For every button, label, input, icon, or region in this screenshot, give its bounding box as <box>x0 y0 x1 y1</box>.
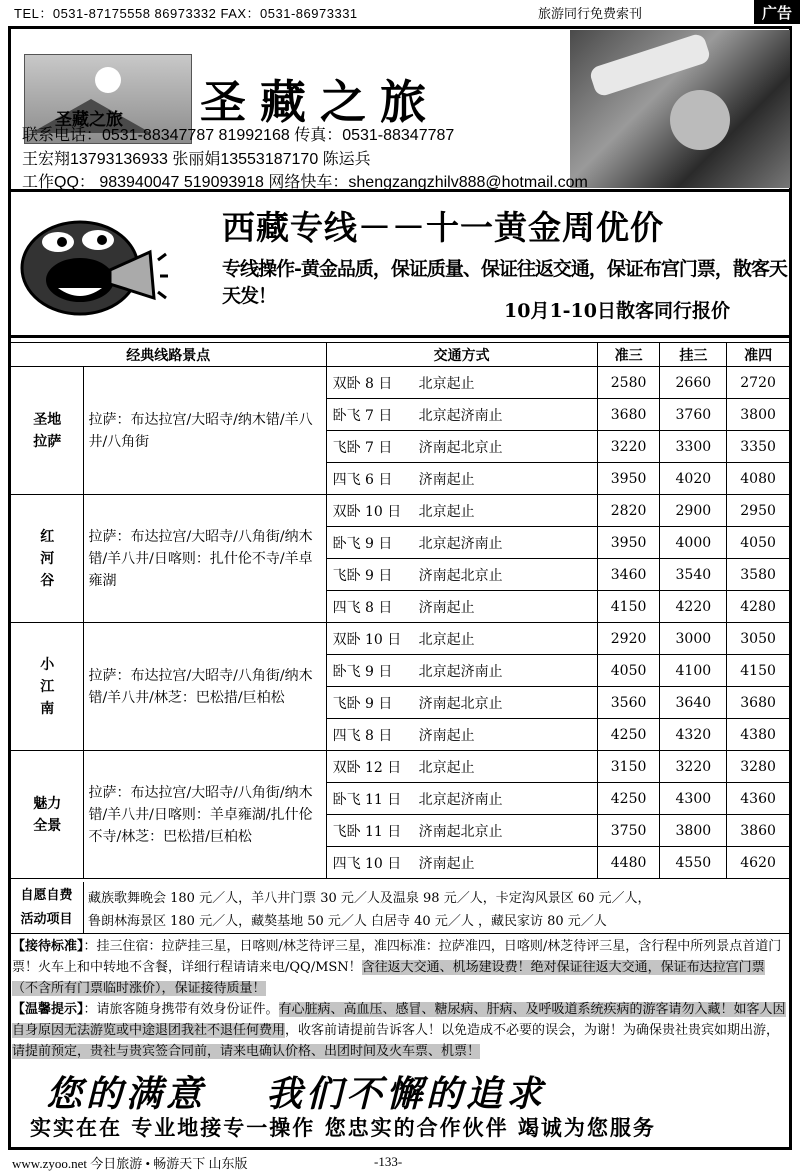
transport-route: 北京起济南止 <box>418 407 503 424</box>
price-zhun4: 4360 <box>727 783 790 815</box>
price-zhun3: 4050 <box>597 655 660 687</box>
standard-text-1: ：挂三住宿：拉萨挂三星，日喀则/林芝待评三星，准四标准：拉萨准四，日喀则/林芝待评三星，含行程中所列景点首道门票！火车上和中转地不含餐，详细行程请请来电/QQ/MSN！ <box>12 939 782 975</box>
standard-note <box>12 936 788 999</box>
optional-activities <box>10 882 790 934</box>
optional-activities-line2: 鲁朗林海景区 180 元／人，藏獒基地 50 元／人 白居寺 40 元／人 ，藏民家访 80 元／人 <box>88 914 607 929</box>
transport-mode: 双卧 10 日 <box>332 631 402 648</box>
price-zhun3: 4480 <box>597 847 660 879</box>
price-zhun3: 3460 <box>597 559 660 591</box>
tibetan-girl-photo <box>570 30 790 188</box>
promo-slogan: 专线操作-黄金品质，保证质量、保证往返交通，保证布宫门票，散客天天发！ <box>222 258 787 307</box>
price-zhun3: 3950 <box>597 527 660 559</box>
transport-mode: 四飞 8 日 <box>332 727 393 744</box>
price-zhun4: 3050 <box>727 623 790 655</box>
transport-cell <box>326 719 597 751</box>
price-zhun3: 3750 <box>597 815 660 847</box>
transport-mode: 飞卧 9 日 <box>332 695 393 712</box>
shouting-face-icon <box>18 208 168 318</box>
tip-text-3: ，收客前请提前告诉客人！以免造成不必要的误会，为谢！为确保贵社贵宾如期出游， <box>285 1023 780 1038</box>
transport-cell <box>326 367 597 399</box>
promo-date: 10月1-10日散客同行报价 <box>504 300 730 322</box>
table-header-row <box>11 343 790 367</box>
free-index-label: 旅游同行免费索刊 <box>538 6 643 22</box>
transport-route: 北京起止 <box>418 375 475 392</box>
price-zhun4: 3800 <box>727 399 790 431</box>
price-gua3: 3300 <box>660 431 727 463</box>
price-zhun3: 3560 <box>597 687 660 719</box>
transport-cell <box>326 399 597 431</box>
route-spots: 拉萨：布达拉宫/大昭寺/八角街/纳木错/羊八井/日喀则：羊卓雍湖/扎什伦不寺/林芝：巴松措/巨柏松 <box>84 751 326 879</box>
col-header-transport: 交通方式 <box>326 343 597 367</box>
route-spots: 拉萨：布达拉宫/大昭寺/纳木错/羊八井/八角街 <box>84 367 326 495</box>
price-gua3: 3540 <box>660 559 727 591</box>
price-zhun3: 2820 <box>597 495 660 527</box>
sub-slogan: 实实在在 专业地接专一操作 您忠实的合作伙伴 竭诚为您服务 <box>30 1115 656 1140</box>
scarf-shape <box>588 32 711 98</box>
standard-text-2: 含往返大交通、机场建设费！绝对保证往返大交通，保证布达拉宫门票（不含所有门票临时涨价），保证接待质量！ <box>12 960 765 996</box>
price-zhun4: 3580 <box>727 559 790 591</box>
price-zhun4: 4150 <box>727 655 790 687</box>
transport-cell <box>326 431 597 463</box>
standard-label: 【接待标准】 <box>12 939 84 954</box>
phone-line: 联系电话：0531-88347787 81992168 传真：0531-88347787 <box>22 127 455 144</box>
price-gua3: 4220 <box>660 591 727 623</box>
col-header-zhun4: 准四 <box>727 343 790 367</box>
face-shape <box>670 90 730 150</box>
price-zhun4: 3350 <box>727 431 790 463</box>
logo-text: 圣藏之旅 <box>55 110 123 130</box>
price-zhun3: 3220 <box>597 431 660 463</box>
price-gua3: 3760 <box>660 399 727 431</box>
tip-text-1: ：请旅客随身携带有效身份证件。 <box>83 1002 279 1017</box>
transport-mode: 四飞 6 日 <box>332 471 393 488</box>
transport-mode: 飞卧 9 日 <box>332 567 393 584</box>
notes-block <box>12 936 788 1062</box>
header-block <box>10 30 790 192</box>
qq-line: 工作QQ： 983940047 519093918 网络快车：shengzangzhilv888@hotmail.com <box>22 174 588 191</box>
route-name: 圣地 拉萨 <box>11 367 84 495</box>
tip-text-2: 有心脏病、高血压、感冒、糖尿病、肝病、及呼吸道系统疾病的游客请勿入藏！如客人因自身原因无法游览或中途退团我社不退任何费用 <box>12 1002 786 1038</box>
route-spots: 拉萨：布达拉宫/大昭寺/八角街/纳木错/羊八井/林芝：巴松措/巨柏松 <box>84 623 326 751</box>
footer <box>0 1152 800 1172</box>
transport-route: 济南起止 <box>418 599 475 616</box>
transport-cell <box>326 783 597 815</box>
price-zhun3: 3680 <box>597 399 660 431</box>
transport-cell <box>326 815 597 847</box>
transport-mode: 四飞 8 日 <box>332 599 393 616</box>
price-zhun4: 4280 <box>727 591 790 623</box>
price-gua3: 4020 <box>660 463 727 495</box>
transport-route: 济南起北京止 <box>418 567 503 584</box>
route-name: 魅力 全景 <box>11 751 84 879</box>
route-body <box>11 367 790 879</box>
col-header-gua3: 挂三 <box>660 343 727 367</box>
price-zhun3: 2920 <box>597 623 660 655</box>
route-price-table <box>10 342 790 879</box>
transport-route: 北京起止 <box>418 759 475 776</box>
transport-mode: 卧飞 11 日 <box>332 791 402 808</box>
price-zhun4: 2950 <box>727 495 790 527</box>
brand-name: 圣藏之旅 <box>200 75 440 129</box>
table-row <box>11 367 790 399</box>
price-gua3: 3000 <box>660 623 727 655</box>
price-zhun4: 4050 <box>727 527 790 559</box>
transport-cell <box>326 687 597 719</box>
price-zhun4: 4080 <box>727 463 790 495</box>
transport-route: 济南起北京止 <box>418 439 503 456</box>
route-spots: 拉萨：布达拉宫/大昭寺/八角街/纳木错/羊八井/日喀则：扎什伦不寺/羊卓雍湖 <box>84 495 326 623</box>
price-zhun3: 4250 <box>597 719 660 751</box>
sun-icon <box>95 67 121 93</box>
price-zhun4: 4380 <box>727 719 790 751</box>
transport-route: 济南起北京止 <box>418 823 503 840</box>
tip-note-2 <box>12 1041 788 1062</box>
top-bar <box>0 0 800 24</box>
price-gua3: 4300 <box>660 783 727 815</box>
price-zhun4: 3280 <box>727 751 790 783</box>
footer-site: www.zyoo.net 今日旅游 • 畅游天下 山东版 <box>12 1155 248 1171</box>
big-slogan-2: 我们不懈的追求 <box>266 1073 547 1115</box>
transport-route: 北京起济南止 <box>418 791 503 808</box>
route-name: 小 江 南 <box>11 623 84 751</box>
price-zhun4: 3860 <box>727 815 790 847</box>
big-slogan <box>46 1066 546 1117</box>
price-zhun3: 2580 <box>597 367 660 399</box>
page-number: -133- <box>374 1154 403 1169</box>
promo-block <box>10 194 790 338</box>
price-zhun4: 4620 <box>727 847 790 879</box>
transport-mode: 四飞 10 日 <box>332 855 402 872</box>
price-gua3: 3220 <box>660 751 727 783</box>
transport-cell <box>326 463 597 495</box>
price-zhun3: 3950 <box>597 463 660 495</box>
transport-cell <box>326 623 597 655</box>
transport-mode: 飞卧 11 日 <box>332 823 402 840</box>
price-gua3: 4000 <box>660 527 727 559</box>
ad-badge: 广告 <box>754 0 800 24</box>
transport-mode: 卧飞 7 日 <box>332 407 393 424</box>
price-gua3: 3640 <box>660 687 727 719</box>
price-gua3: 3800 <box>660 815 727 847</box>
price-zhun3: 3150 <box>597 751 660 783</box>
price-zhun4: 2720 <box>727 367 790 399</box>
transport-route: 北京起济南止 <box>418 663 503 680</box>
tip-text-4: 请提前预定，贵社与贵宾签合同前，请来电确认价格、出团时间及火车票、机票！ <box>12 1044 481 1059</box>
price-gua3: 4550 <box>660 847 727 879</box>
col-header-spots: 经典线路景点 <box>11 343 327 367</box>
transport-cell <box>326 495 597 527</box>
optional-activities-label: 自愿自费 活动项目 <box>10 882 84 934</box>
price-gua3: 4100 <box>660 655 727 687</box>
transport-mode: 卧飞 9 日 <box>332 535 393 552</box>
tip-label: 【温馨提示】 <box>12 1002 84 1017</box>
price-gua3: 2660 <box>660 367 727 399</box>
transport-mode: 双卧 8 日 <box>332 375 393 392</box>
transport-mode: 飞卧 7 日 <box>332 439 393 456</box>
transport-route: 北京起止 <box>418 631 475 648</box>
table-row <box>11 751 790 783</box>
transport-route: 北京起济南止 <box>418 535 503 552</box>
price-zhun3: 4250 <box>597 783 660 815</box>
transport-route: 北京起止 <box>418 503 475 520</box>
transport-route: 济南起止 <box>418 855 475 872</box>
transport-route: 济南起止 <box>418 727 475 744</box>
price-gua3: 4320 <box>660 719 727 751</box>
transport-cell <box>326 559 597 591</box>
transport-cell <box>326 527 597 559</box>
table-row <box>11 623 790 655</box>
optional-activities-line1: 藏族歌舞晚会 180 元／人，羊八井门票 30 元／人及温泉 98 元／人，卡定沟风景区 60 元／人， <box>88 891 651 906</box>
transport-route: 济南起止 <box>418 471 475 488</box>
people-line: 王宏翔13793136933 张丽娟13553187170 陈运兵 <box>22 151 371 168</box>
price-zhun4: 3680 <box>727 687 790 719</box>
price-zhun3: 4150 <box>597 591 660 623</box>
transport-mode: 卧飞 9 日 <box>332 663 393 680</box>
transport-mode: 双卧 10 日 <box>332 503 402 520</box>
transport-cell <box>326 655 597 687</box>
col-header-zhun3: 准三 <box>597 343 660 367</box>
transport-route: 济南起北京止 <box>418 695 503 712</box>
top-contact: TEL：0531-87175558 86973332 FAX：0531-86973331 <box>14 5 358 21</box>
transport-mode: 双卧 12 日 <box>332 759 402 776</box>
table-row <box>11 495 790 527</box>
transport-cell <box>326 591 597 623</box>
price-gua3: 2900 <box>660 495 727 527</box>
tip-note <box>12 999 788 1041</box>
big-slogan-1: 您的满意 <box>46 1073 207 1115</box>
transport-cell <box>326 751 597 783</box>
promo-title: 西藏专线－－十一黄金周优价 <box>222 208 664 247</box>
transport-cell <box>326 847 597 879</box>
route-name: 红 河 谷 <box>11 495 84 623</box>
